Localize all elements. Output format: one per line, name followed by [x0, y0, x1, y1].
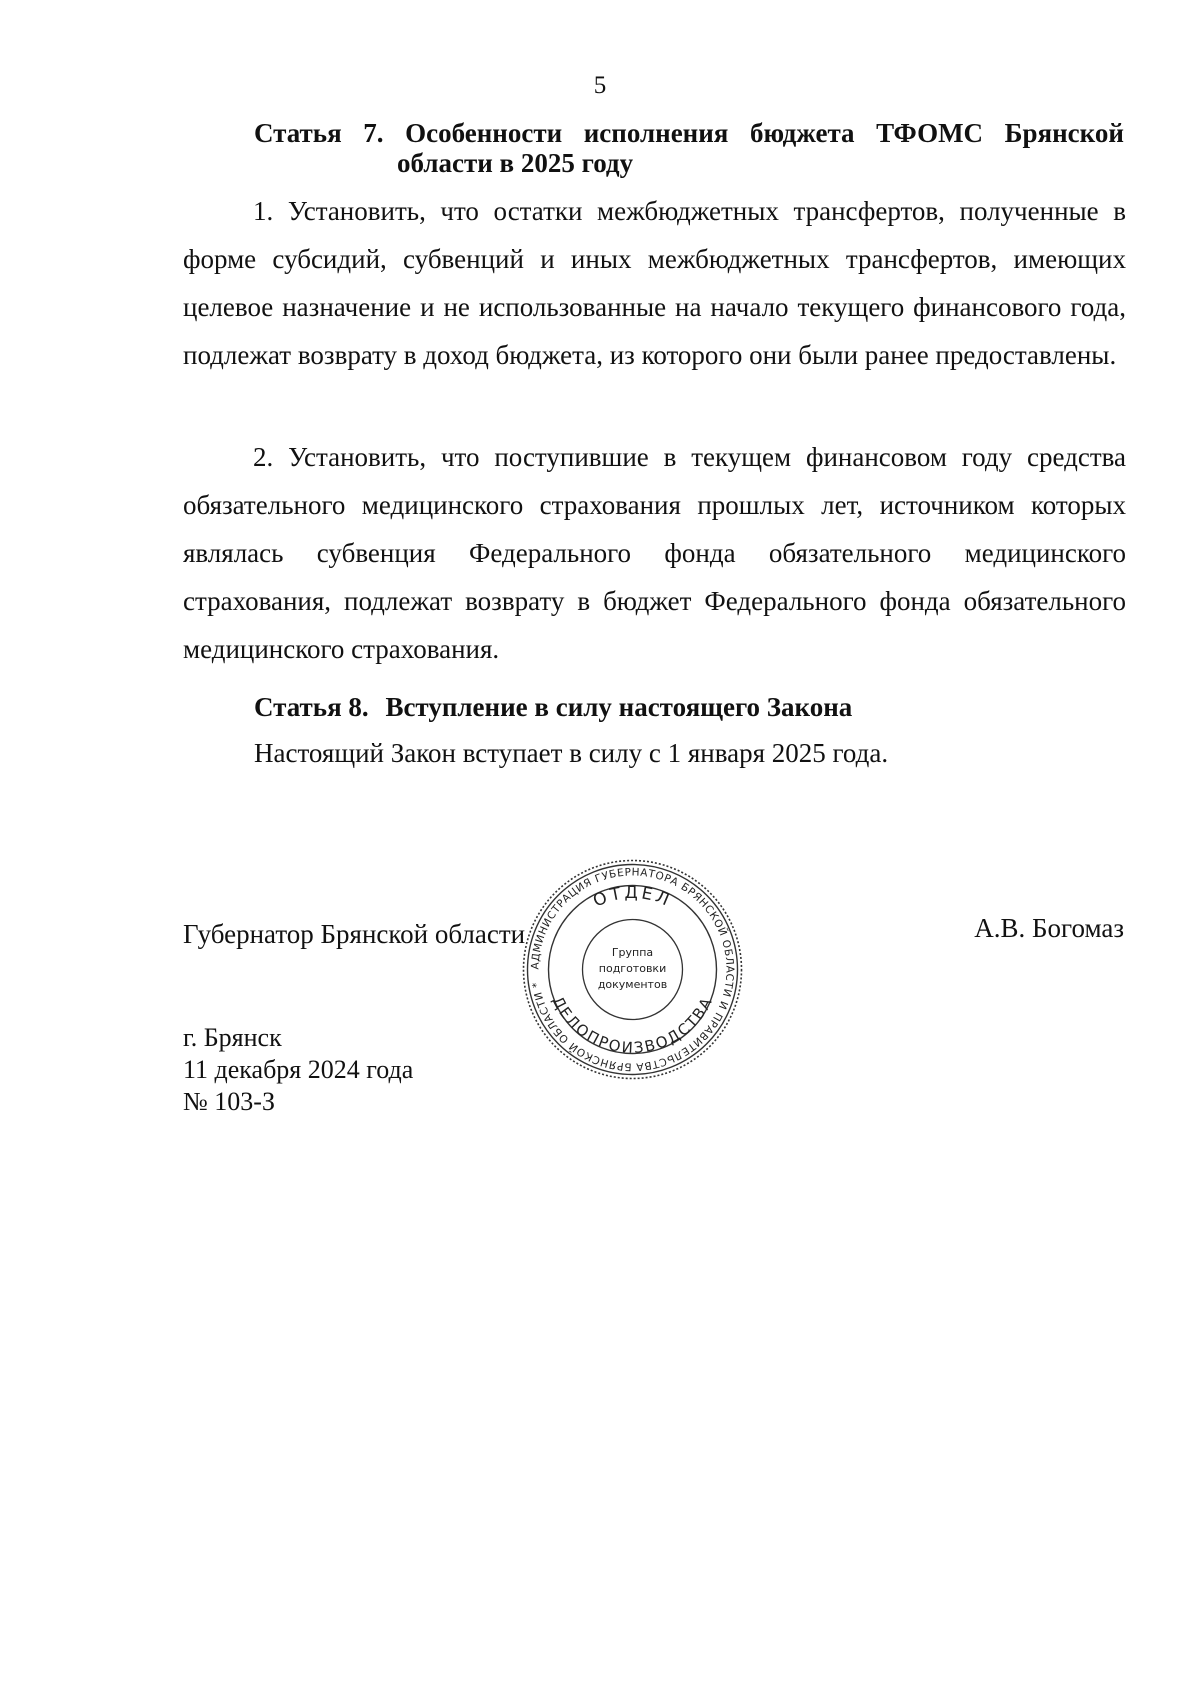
place-and-date: [183, 1022, 413, 1118]
official-seal: [520, 857, 745, 1082]
seal-department-top: [590, 883, 674, 911]
title-word: бюджета: [750, 118, 855, 148]
title-word: ТФОМС: [876, 118, 984, 148]
article-7-title-line-1: [254, 118, 1124, 148]
title-word: 7.: [363, 118, 384, 148]
city: г. Брянск: [183, 1023, 282, 1052]
seal-outer-ring-text: АДМИНИСТРАЦИЯ ГУБЕРНАТОРА БРЯНСКОЙ ОБЛАСТИ И ПРАВИТЕЛЬСТВА БРЯНСКОЙ ОБЛАСТИ *: [529, 866, 736, 1073]
signatory-name: А.В. Богомаз: [974, 913, 1124, 943]
title-word: исполнения: [583, 118, 729, 148]
date: 11 декабря 2024 года: [183, 1055, 414, 1084]
article-8-label: Статья 8.: [254, 692, 369, 722]
article-7-paragraph-2: [183, 433, 1126, 673]
law-number: № 103-З: [183, 1087, 275, 1116]
article-8-title: [254, 692, 852, 722]
seal-department-bottom-text: ДЕЛОПРОИЗВОДСТВА: [548, 993, 717, 1057]
paragraph-text: 1. Установить, что остатки межбюджетных трансфертов, полученные в форме субсидий, субвенций и иных межбюджетных трансфертов, имеющих целевое назначение и не использованные на начало текущего финансового года, подлежат возврату в доход бюджета, из которого они были ранее предоставлены.: [183, 196, 1126, 370]
page-number: 5: [593, 72, 607, 99]
article-8-heading: Вступление в силу настоящего Закона: [385, 692, 853, 722]
article-8-text: Настоящий Закон вступает в силу с 1 января 2025 года.: [254, 738, 889, 768]
seal-department-top-text: ОТДЕЛ: [590, 883, 675, 912]
seal-center-line-2: подготовки: [598, 962, 667, 975]
paragraph-text: 2. Установить, что поступившие в текущем финансовом году средства обязательного медицинского страхования прошлых лет, источником которых являлась субвенция Федерального фонда обязательного медицинского страхования, подлежат возврату в бюджет Федерального фонда обязательного медицинского страхования.: [183, 442, 1126, 664]
title-word: Брянской: [1004, 118, 1124, 148]
seal-center-line-3: документов: [597, 978, 668, 991]
signatory-position: Губернатор Брянской области: [183, 919, 526, 949]
article-7-paragraph-1: [183, 187, 1126, 379]
article-7-title: [254, 118, 1124, 178]
seal-center-line-1: Группа: [611, 946, 654, 959]
title-word: Статья: [254, 118, 342, 148]
title-word: Особенности: [405, 118, 563, 148]
article-7-title-line-2: области в 2025 году: [397, 148, 634, 178]
